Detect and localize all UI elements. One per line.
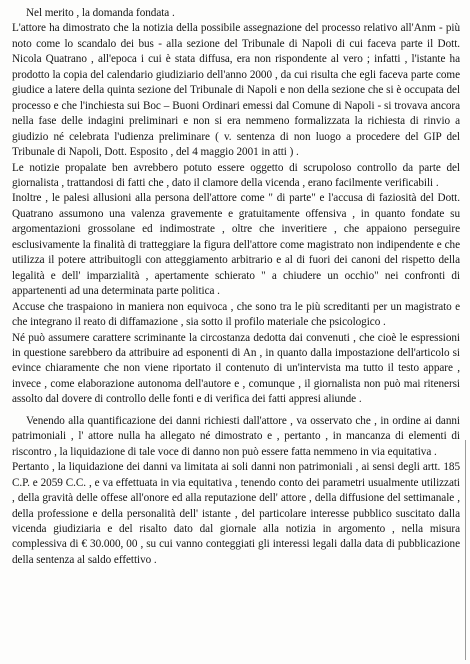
paragraph-accusations: Accuse che traspaiono in maniera non equivoca , che sono tra le più screditanti per un magistrato e che integrano il reato di diffamazione , sia sotto il profilo materiale che psicologico . (12, 300, 460, 329)
paragraph-intro: Nel merito , la domanda fondata . (26, 7, 175, 19)
paragraph-scriminante: Né può assumere carattere scriminante la circostanza dedotta dai convenuti , che cioè le espressioni in questione sarebbero da attribuire ad esponenti di An , in quanto dalla impostazione dell'articolo si evince chiaramente che non viene riportato il contenuto di un'intervista ma tutto il testo appare , invece , come elaborazione autonoma dell'autore e , comunque , il giornalista non può mai ritenersi assolto dal dovere di controllo delle fonti e di verifica dei fatti appresi aliunde . (12, 331, 460, 406)
paragraph-proof: L'attore ha dimostrato che la notizia della possibile assegnazione del processo relativo all'Anm - più noto come lo scandalo dei bus - alla sezione del Tribunale di Napoli di cui faceva parte il Dott. Nicola Quatrano , all'epoca i cui è stata diffusa, era non rispondente al vero ; infatti , l'istante ha prodotto la copia del calendario giudiziario dell'anno 2000 , da cui risulta che egli faceva parte come giudice a latere della quinta sezione del Tribunale di Napoli e non della sezione che si è occupata del processo e che l'inchiesta sui Boc – Buoni Ordinari emessi dal Comune di Napoli - si trovava ancora nella fase delle indagini preliminari e non si era nemmeno formalizzata la richiesta di rinvio a giudizio né celebrata l'udienza preliminare ( v. sentenza di non luogo a procedere del GIP del Tribunale di Napoli, Dott. Esposito , del 4 maggio 2001 in atti ) . (12, 22, 460, 159)
paragraph-allusions: Inoltre , le palesi allusioni alla persona dell'attore come " di parte" e l'accusa di faziosità del Dott. Quatrano assumono una valenza gravemente e gratuitamente offensiva , in quanto fondate su argomentazioni grossolane ed indimostrate , oltre che inveritiere , che appaiono perseguire esclusivamente la finalità di tratteggiare la figura dell'attore come magistrato non indipendente e che utilizza il potere attribuitogli con atteggiamento arbitrario e al di fuori dei canoni del rispetto della legalità e dell' imparzialità , apertamente schierato " a chiudere un occhio" nei confronti di appartenenti ad una determinata parte politica . (12, 192, 460, 298)
paragraph-liquidation: Pertanto , la liquidazione dei danni va limitata ai soli danni non patrimoniali , ai sensi degli artt. 185 C.P. e 2059 C.C. , e va effettuata in via equitativa , tenendo conto dei parametri usualmente utilizzati , della gravità delle offese all'onore ed alla reputazione dell' attore , della diffusione del settimanale , della professione e della personalità dell' istante , del particolare interesse pubblico suscitato dalla vicenda giudiziaria e del risalto dato dal giornale alla notizia in argomento , nella misura complessiva di € 30.000, 00 , su cui vanno conteggiati gli interessi legali dalla data di pubblicazione della sentenza al saldo effettivo . (12, 461, 460, 566)
paragraph-news: Le notizie propalate ben avrebbero potuto essere oggetto di scrupoloso controllo da parte del giornalista , trattandosi di fatti che , dato il clamore della vicenda , erano facilmente verificabili . (12, 161, 460, 189)
page-edge-line (465, 440, 466, 660)
paragraph-damages: Venendo alla quantificazione dei danni richiesti dall'attore , va osservato che , in ordine ai danni patrimoniali , l' attore nulla ha allegato né dimostrato e , pertanto , in mancanza di elementi di riscontro , la liquidazione di tale voce di danno non può essere fatta nemmeno in via equitativa . (12, 414, 460, 458)
